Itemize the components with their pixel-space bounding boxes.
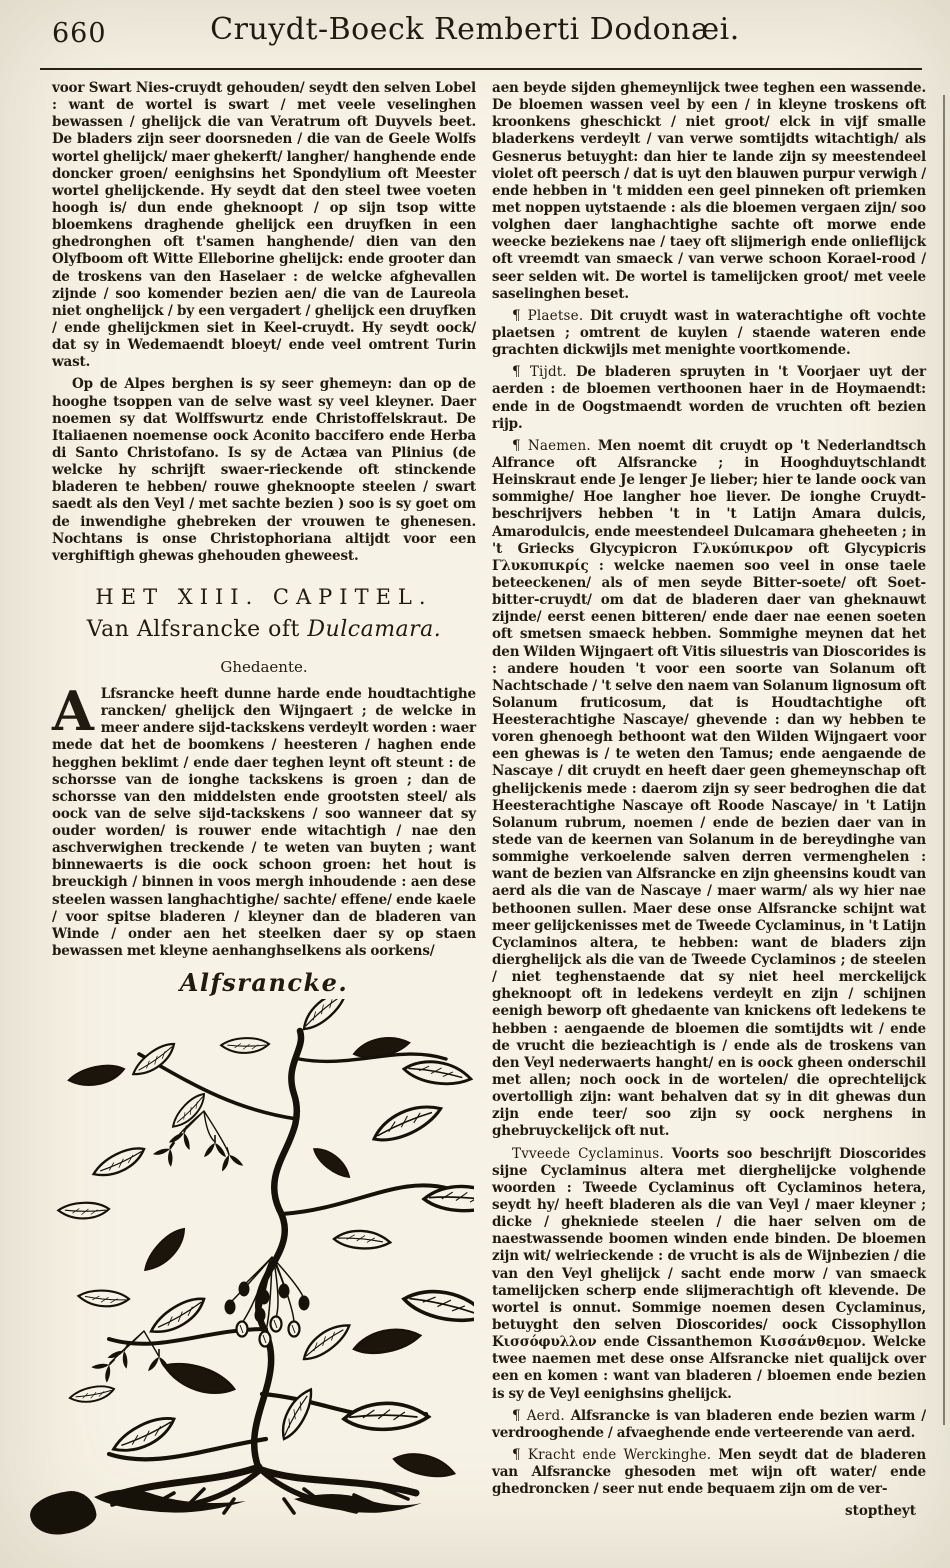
header-rule	[40, 68, 922, 70]
chapter-subtitle-latin: Dulcamara.	[307, 616, 442, 642]
paragraph-tweede-cyclaminus	[492, 1146, 926, 1403]
paragraph-text: Alfsrancke is van bladeren ende bezien warm / verdrooghende / afvaeghende ende verteerende van aerd.	[492, 1407, 926, 1441]
drop-cap: A	[52, 678, 94, 743]
paragraph-text: Dit cruydt wast in waterachtighe oft vochte plaetsen ; omtrent de kuylen / staende wateren ende grachten dickwijls met menighte voortkomende.	[492, 307, 926, 359]
page-number: 660	[52, 18, 107, 49]
two-column-text	[0, 80, 950, 1519]
paragraph-tijdt	[492, 364, 926, 433]
chapter-heading: HET XIII. CAPITEL.	[95, 584, 433, 609]
paragraph-kracht	[492, 1447, 926, 1498]
paragraph-bloemen	[492, 80, 926, 303]
paragraph-label: ¶ Aerd.	[512, 1407, 571, 1424]
paragraph-text: Men noemt dit cruydt op 't Nederlandtsch Alfrance oft Alfsrancke ; in Hooghduytschlandt Heinskraut ende Je lenger Je lieber; hier te lande oock van sommighe/ Hoe langher hoe liever. De ionghe Cruydt-beschrijvers hebben 't in 't Latijn Amara dulcis, Amarodulcis, ende meestendeel Dulcamara gheheeten ; in 't Griecks Glycypicron Γλυκύπικρον oft Glycypicris Γλυκυπικρίς : welcke naemen soo veel in onse taele beteeckenen/ als of men seyde Bitter-soete/ oft Soet-bitter-cruydt/ om dat de bladeren daer van gheknauwt zijnde/ eerst eenen bitteren/ ende daer nae eenen soeten oft smetsen smaeck hebben. Sommighe meynen dat het den Wilden Wijngaert oft Vitis siluestris van Dioscorides is : andere houden 't voor een soorte van Solanum oft Nachtschade / 't selve den naem van Solanum lignosum oft Solanum fruticosum, dat is Houdtachtighe oft Heesterachtighe Nascaye/ ghevende : dan wy hebben te voren ghenoegh bethoont wat den Wilden Wijngaert voor een ghewas is / te weten den Tamus; ende aengaende de Nascaye / dit cruydt en heeft daer geen ghemeynschap oft ghelijckenis mede : daerom zijn sy seer bedroghen die dat Heesterachtighe Nascaye oft Roode Nascaye/ in 't Latijn Solanum rubrum, noemen / ende de bezien daer van in stede van de keernen van Solanum in de bereydinghe van sommighe verkoelende salven derren vermenghelen : want de bezien van Alfsrancke en zijn gheensins koudt van aerd als die van de Nascaye / maer warm/ als wy hier nae bethoonen sullen. Maer dese onse Alfsrancke schijnt wat meer gelijckenisses met de Tweede Cyclaminus, in 't Latijn Cyclaminos altera, te hebben: want de bladers zijn dierghelijck als die van de Tweede Cyclaminos ; de steelen / niet teghenstaende dat sy niet heel merckelijck gheknoopt oft in ledekens verdeylt en zijn / schijnen eenigh beworp oft ghedaente van knickens oft ledekens te hebben : aengaende de bloemen die somtijdts wit / ende de vrucht die bezieachtigh is / ende als de troskens van den Veyl nederwaerts hanght/ en is oock gheen onderschil met allen; noch oock in de wortelen/ die oprechtelijck overtolligh zijn: want behalven dat sy in dit ghewas dun zijn ende teer/ soo zijn sy oock nerghens in ghebruyckelijck oft nut.	[492, 437, 926, 1140]
woodcut-berries	[225, 1282, 310, 1347]
woodcut-caption: Alfsrancke.	[179, 968, 349, 998]
left-column	[52, 80, 476, 1519]
chapter-subtitle-roman: Van Alfsrancke oft	[86, 616, 308, 642]
page-header	[0, 0, 950, 62]
paragraph-label: Tvveede Cyclaminus.	[512, 1145, 672, 1162]
paragraph-alpes: Op de Alpes berghen is sy seer ghemeyn: dan op de hooghe tsoppen van de selve wast sy veel kleyner. Daer noemen sy dat Wolffswurtz ende Christoffelskraut. De Italiaenen noemense oock Aconito baccifero ende Herba di Santo Christofano. Is sy de Actæa van Plinius (de welcke hy schrijft swaer-rieckende oft stinckende bladeren te hebben/ rouwe gheknoopte steelen / swart saedt als den Veyl / met sachte bezien ) soo is sy goet om de inwendighe ghebreken der vrouwen te ghenesen. Nochtans is onse Christophoriana altijdt voor een verghiftigh ghewas ghehouden gheweest.	[52, 376, 476, 564]
right-column	[492, 80, 926, 1519]
paragraph-ghedaente	[52, 678, 476, 960]
scan-edge-line	[943, 95, 945, 1425]
chapter-subtitle	[52, 617, 476, 642]
paragraph-label: ¶ Tijdt.	[512, 364, 576, 381]
paragraph-text: Voorts soo beschrijft Dioscorides sijne Cyclaminus altera met dierghelijcke volghende woorden : Tweede Cyclaminus oft Cyclaminos hetera, seydt hy/ heeft bladeren als die van Veyl / maer kleyner ; dicke / ghekniede steelen / die haer selven om de naestwassende boomen winden ende binden. De bloemen zijn wit/ welrieckende : de vrucht is als de Wijnbezien / die van den Veyl ghelijck / sacht ende morw / van smaeck tamelijcken scherp ende slijmerachtigh oft klevende. De wortel is onnut. Sommige noemen desen Cyclaminus, betuyght den selven Dioscorides/ oock Cissophyllon Κισσόφυλλον ende Cissanthemon Κισσάνθεμον. Welcke twee naemen met dese onse Alfsrancke niet qualijck over een en komen : want van bladeren / bloemen ende bezien is sy de Veyl eenighsins ghelijck.	[492, 1145, 927, 1402]
section-label-ghedaente: Ghedaente.	[220, 657, 308, 676]
paragraph-continuation: voor Swart Nies-cruydt gehouden/ seydt den selven Lobel : want de wortel is swart / met veele veselinghen bewassen / ghelijck die van Veratrum oft Duyvels beet. De bladers zijn seer doorsneden / die van de Geele Wolfs wortel ghelijck/ maer ghekerft/ langher/ hanghende ende doncker groen/ eenighsins het Spondylium oft Meester wortel ghelijckende. Hy seydt dat den steel twee voeten hoogh is/ dun ende gheknoopt / op sijn tsop witte bloemkens draghende ghelijck een druyfken in een ghedronghen oft t'samen hanghende/ dien van den Olyfboom oft Witte Elleborine ghelijck: ende grooter dan de troskens van den Haselaer : de welcke afghevallen zijnde / soo komender bezien aen/ die van de Laureola niet onghelijck / by een vergadert / ghelijck een druyfken / ende ghelijckmen siet in Keel-cruydt. Hy seydt oock/ dat sy in Wedemaendt bloeyt/ ende veel omtrent Turin wast.	[52, 80, 476, 371]
paragraph-text: De bladeren spruyten in 't Voorjaer uyt der aerden : de bloemen verthoonen haer in de Hoymaendt: ende in de Oogstmaendt worden de vruchten oft bezien rijp.	[492, 364, 926, 432]
paragraph-label: ¶ Plaetse.	[512, 307, 591, 324]
paragraph-aerd	[492, 1408, 926, 1442]
paragraph-label: ¶ Naemen.	[512, 437, 598, 454]
paragraph-text: Men seydt dat de bladeren van Alfsrancke ghesoden met wijn oft water/ ende ghedroncken / seer nut ende bequaem zijn om de ver-	[492, 1446, 927, 1498]
page-title: Cruydt-Boeck Remberti Dodonæi.	[210, 12, 740, 47]
plant-woodcut-illustration	[54, 999, 474, 1519]
woodcut-roots	[94, 1467, 422, 1513]
woodcut-figure	[52, 968, 476, 1519]
paragraph-naemen	[492, 438, 926, 1141]
paragraph-label: ¶ Kracht ende Werckinghe.	[512, 1446, 719, 1463]
paragraph-plaetse	[492, 308, 926, 359]
woodcut-leaves	[58, 999, 474, 1491]
paragraph-text: aen beyde sijden ghemeynlijck twee teghen een wassende. De bloemen wassen veel by een / in kleyne troskens oft kroonkens gheschickt / niet groot/ elck in vijf smalle bladerkens verdeylt / van verwe somtijdts witachtigh/ als Gesnerus betuyght: dan hier te lande zijn sy meestendeel violet oft peersch / dat is uyt den blauwen purpur verwigh / ende hebben in 't midden een geel pinneken oft priemken met noppen uytstaende : als die bloemen vergaen zijn/ soo volghen daer langhachtighe sachte oft morwe ende weecke beziekens nae / taey oft slijmerigh ende onlieflijck oft vreemdt van smaeck / van verwe schoon Korael-rood / seer selden wit. De wortel is tamelijcken groot/ met veele saselinghen beset.	[492, 80, 926, 302]
catchword: stoptheyt	[844, 1503, 916, 1520]
ghedaente-text: Lfsrancke heeft dunne harde ende houdtachtighe rancken/ ghelijck den Wijngaert ; de welcke in meer andere sijd-tackskens verdeylt worden : waer mede dat het de boomkens / heesteren / haghen ende hegghen beklimt / ende daer teghen leynt oft steunt : de schorsse van de ionghe tackskens is groen ; dan de schorsse van den middelsten ende grootsten steel/ als oock van de selve sijd-tackskens / soo wanneer dat sy ouder worden/ is rouwer ende witachtigh / nae den aschverwighen treckende / te weten van buyten ; want binnewaerts is die oock schoon groen: het hout is breuckigh / binnen in voos mergh inhoudende : aen dese steelen wassen langhachtighe/ sachte/ effene/ ende kaele / voor spitse bladeren / kleyner dan de bladeren van Winde / onder aen het steelken daer sy op staen bewassen met kleyne aenhanghselkens als oorkens/	[52, 685, 476, 960]
